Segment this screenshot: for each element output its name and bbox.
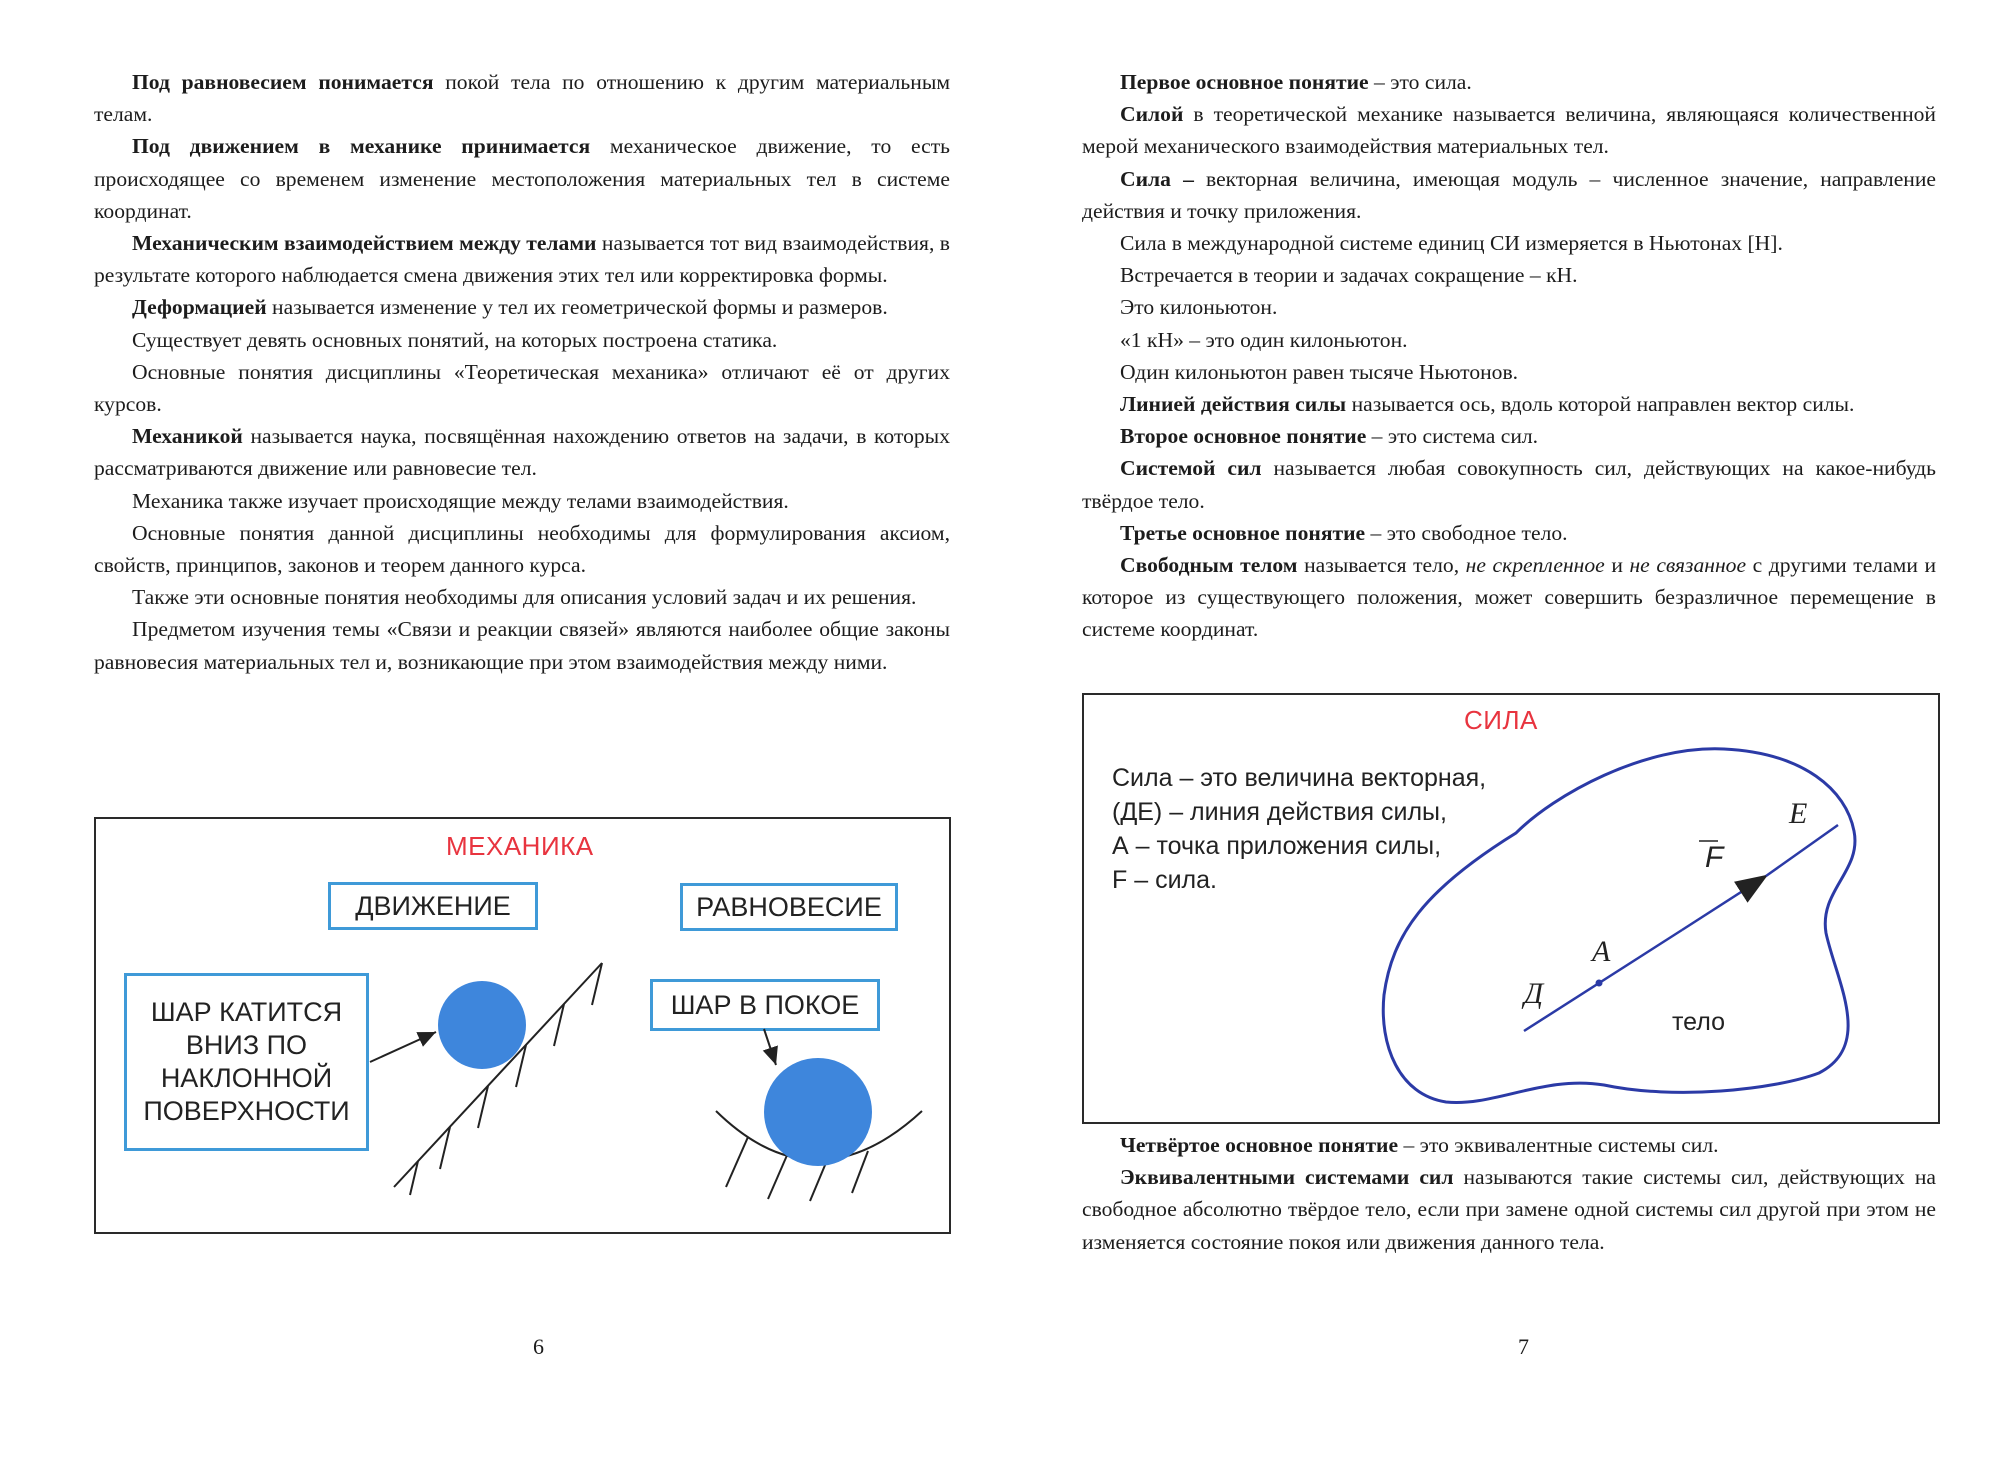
- mechanics-figure: [94, 817, 951, 1234]
- paragraph: Механическим взаимодействием между телами называется тот вид взаимодействия, в результате которого наблюдается смена движения этих тел или корректировка формы.: [94, 231, 950, 288]
- paragraph: Эквивалентными системами сил называются такие системы сил, действующих на свободное абсолютно твёрдое тело, если при замене одной системы сил другой при этом не изменяется состояние покоя или движения данного тела.: [1082, 1165, 1936, 1254]
- paragraph: Четвёртое основное понятие – это эквивалентные системы сил.: [1120, 1133, 1719, 1157]
- paragraph: Силой в теоретической механике называется величина, являющаяся количественной мерой механического взаимодействия материальных тел.: [1082, 102, 1936, 159]
- right-page: [1000, 0, 2000, 1457]
- paragraph: Линией действия силы называется ось, вдоль которой направлен вектор силы.: [1120, 392, 1855, 417]
- paragraph: Второе основное понятие – это система сил.: [1120, 424, 1539, 449]
- force-vector: [1682, 876, 1766, 930]
- force-title: СИЛА: [1464, 705, 1538, 735]
- mechanics-title: МЕХАНИКА: [446, 831, 594, 861]
- rolling-ball-label: ШАР КАТИТСЯ ВНИЗ ПО НАКЛОННОЙ ПОВЕРХНОСТИ: [124, 973, 369, 1151]
- paragraph: Это килоньютон.: [1120, 295, 1278, 320]
- label-a: A: [1592, 935, 1611, 968]
- paragraph: Сила в международной системе единиц СИ измеряется в Ньютонах [Н].: [1120, 231, 1783, 256]
- definition-line: Сила – это величина векторная,: [1112, 764, 1487, 792]
- left-text-column: [94, 66, 950, 678]
- motion-label: ДВИЖЕНИЕ: [328, 882, 538, 930]
- rolling-arrow: [370, 1032, 436, 1062]
- right-text-column-bottom: [1082, 1129, 1936, 1258]
- page-number: 7: [1518, 1334, 1529, 1359]
- paragraph: Предметом изучения темы «Связи и реакции связей» являются наиболее общие законы равновесия материальных тел и, возникающие при этом взаимодействия между ними.: [94, 617, 950, 674]
- resting-ball: [764, 1058, 872, 1166]
- paragraph: Под равновесием понимается покой тела по отношению к другим материальным телам.: [94, 70, 950, 127]
- force-figure: [1082, 693, 1940, 1124]
- paragraph: Третье основное понятие – это свободное тело.: [1120, 520, 1568, 545]
- label-f: F: [1705, 841, 1724, 874]
- force-definition: [1112, 761, 1486, 897]
- point-a: [1596, 980, 1603, 987]
- rest-arrow: [764, 1029, 776, 1065]
- equilibrium-label: РАВНОВЕСИЕ: [680, 883, 898, 931]
- rolling-ball: [438, 981, 526, 1069]
- right-text-column-top: [1082, 66, 1936, 646]
- paragraph: Существует девять основных понятий, на которых построена статика.: [132, 327, 778, 352]
- paragraph: Свободным телом называется тело, не скрепленное и не связанное с другими телами и которое из существующего положения, может совершить безразличное перемещение в системе координат.: [1082, 553, 1937, 642]
- paragraph: Механика также изучает происходящие между телами взаимодействия.: [132, 488, 789, 513]
- label-d: Д: [1524, 977, 1544, 1010]
- paragraph: Сила – векторная величина, имеющая модуль – численное значение, направление действия и точку приложения.: [1082, 166, 1936, 223]
- force-drawing: [1084, 695, 1938, 1122]
- paragraph: «1 кН» – это один килоньютон.: [1120, 327, 1408, 352]
- paragraph: Основные понятия данной дисциплины необходимы для формулирования аксиом, свойств, принципов, законов и теорем данного курса.: [94, 520, 950, 578]
- paragraph: Также эти основные понятия необходимы для описания условий задач и их решения.: [132, 585, 917, 610]
- paragraph: Системой сил называется любая совокупность сил, действующих на какое-нибудь твёрдое тело.: [1082, 456, 1937, 513]
- definition-line: А – точка приложения силы,: [1112, 832, 1442, 860]
- paragraph: Деформацией называется изменение у тел их геометрической формы и размеров.: [132, 295, 888, 320]
- label-e: E: [1789, 797, 1808, 830]
- mechanics-drawing: [96, 819, 949, 1232]
- paragraph: Один килоньютон равен тысяче Ньютонов.: [1120, 359, 1519, 384]
- paragraph: Механикой называется наука, посвящённая нахождению ответов на задачи, в которых рассматриваются движение или равновесие тел.: [94, 424, 950, 481]
- paragraph: Встречается в теории и задачах сокращение – кН.: [1120, 263, 1578, 288]
- paragraph: Основные понятия дисциплины «Теоретическая механика» отличают её от других курсов.: [94, 359, 950, 417]
- page-number: 6: [533, 1334, 544, 1359]
- paragraph: Под движением в механике принимается механическое движение, то есть происходящее со временем изменение местоположения материальных тел в системе координат.: [94, 134, 950, 223]
- paragraph: Первое основное понятие – это сила.: [1120, 70, 1472, 94]
- ball-at-rest-label: ШАР В ПОКОЕ: [650, 979, 880, 1031]
- definition-line: F – сила.: [1112, 866, 1217, 894]
- body-label: тело: [1672, 1008, 1726, 1036]
- definition-line: (ДЕ) – линия действия силы,: [1112, 798, 1447, 826]
